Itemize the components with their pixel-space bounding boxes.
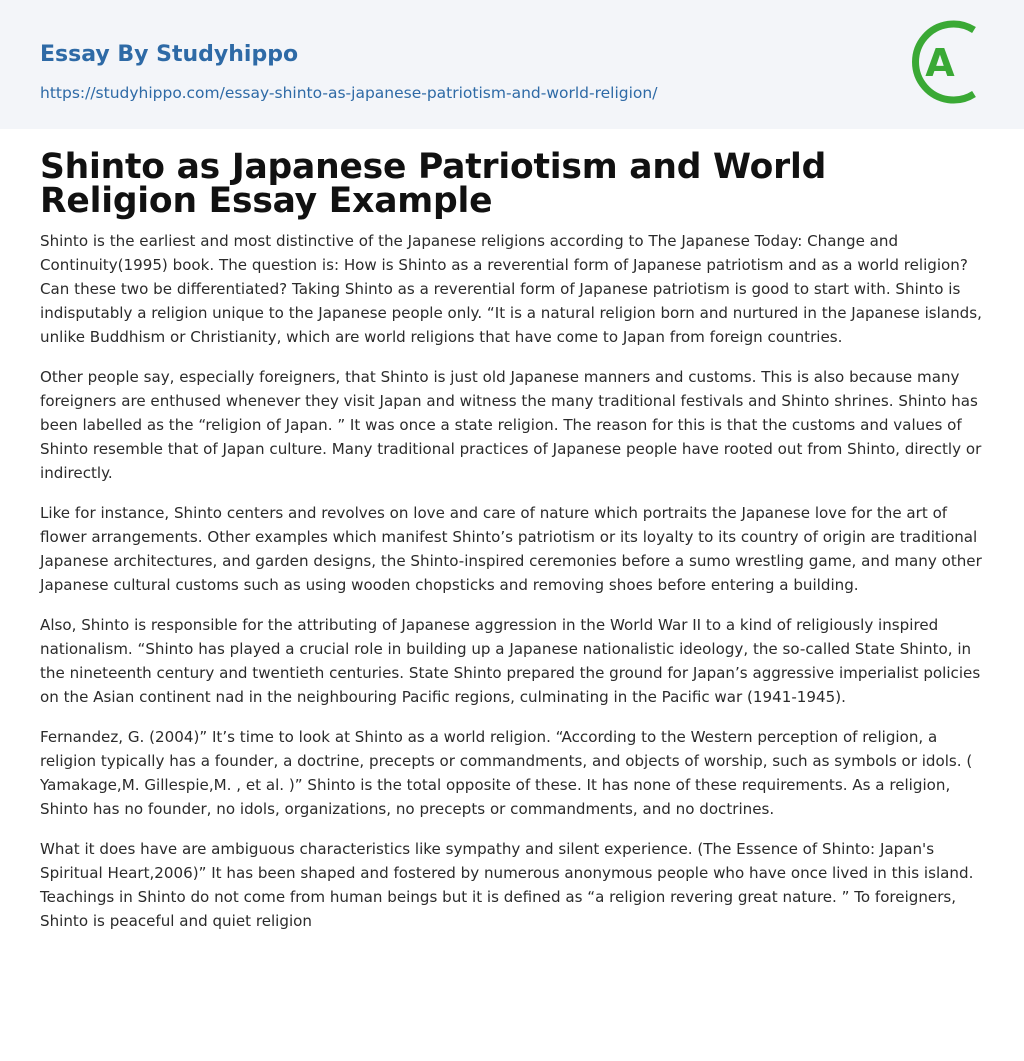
logo-letter: A bbox=[925, 41, 955, 85]
essay-paragraph: Like for instance, Shinto centers and revolves on love and care of nature which portraits the Japanese love for the art of flower arrangements. Other examples which manifest Shinto’s patriotism or its loyalty to its country of origin are traditional Japanese architectures, and garden designs, the Shinto-inspired ceremonies before a sumo wrestling game, and many other Japanese cultural customs such as using wooden chopsticks and removing shoes before entering a building. bbox=[40, 504, 982, 594]
site-header bbox=[0, 0, 1024, 129]
essay-body bbox=[40, 229, 988, 949]
essay-paragraph: What it does have are ambiguous characteristics like sympathy and silent experience. (The Essence of Shinto: Japan's Spiritual Heart,2006)” It has been shaped and fostered by numerous anonymous people who have once lived in this island. Teachings in Shinto do not come from human beings but it is defined as “a religion revering great nature. ” To foreigners, Shinto is peaceful and quiet religion bbox=[40, 840, 974, 930]
essay-paragraph: Also, Shinto is responsible for the attributing of Japanese aggression in the World War II to a kind of religiously inspired nationalism. “Shinto has played a crucial role in building up a Japanese nationalistic ideology, the so-called State Shinto, in the nineteenth century and twentieth centuries. State Shinto prepared the ground for Japan’s aggressive imperialist policies on the Asian continent nad in the neighbouring Pacific regions, culminating in the Pacific war (1941-1945). bbox=[40, 616, 981, 706]
site-brand[interactable]: Essay By Studyhippo bbox=[40, 42, 299, 67]
essay-title: Shinto as Japanese Patriotism and World Religion Essay Example bbox=[40, 147, 827, 221]
essay-paragraph: Fernandez, G. (2004)” It’s time to look at Shinto as a world religion. “According to the Western perception of religion, a religion typically has a founder, a doctrine, precepts or commandments, and objects of worship, such as symbols or idols. ( Yamakage,M. Gillespie,M. , et al. )” Shinto is the total opposite of these. It has none of these requirements. As a religion, Shinto has no founder, no idols, organizations, no precepts or commandments, and no doctrines. bbox=[40, 728, 973, 818]
essay-paragraph: Other people say, especially foreigners, that Shinto is just old Japanese manners and customs. This is also because many foreigners are enthused whenever they visit Japan and witness the many traditional festivals and Shinto shrines. Shinto has been labelled as the “religion of Japan. ” It was once a state religion. The reason for this is that the customs and values of Shinto resemble that of Japan culture. Many traditional practices of Japanese people have rooted out from Shinto, directly or indirectly. bbox=[40, 368, 982, 482]
page-url-link[interactable]: https://studyhippo.com/essay-shinto-as-japanese-patriotism-and-world-religion/ bbox=[40, 84, 658, 102]
studyhippo-logo-icon[interactable] bbox=[906, 18, 990, 108]
essay-paragraph: Shinto is the earliest and most distinctive of the Japanese religions according to The Japanese Today: Change and Continuity(1995) book. The question is: How is Shinto as a reverential form of Japanese patriotism and as a world religion? Can these two be differentiated? Taking Shinto as a reverential form of Japanese patriotism is good to start with. Shinto is indisputably a religion unique to the Japanese people only. “It is a natural religion born and nurtured in the Japanese islands, unlike Buddhism or Christianity, which are world religions that have come to Japan from foreign countries. bbox=[40, 232, 982, 346]
